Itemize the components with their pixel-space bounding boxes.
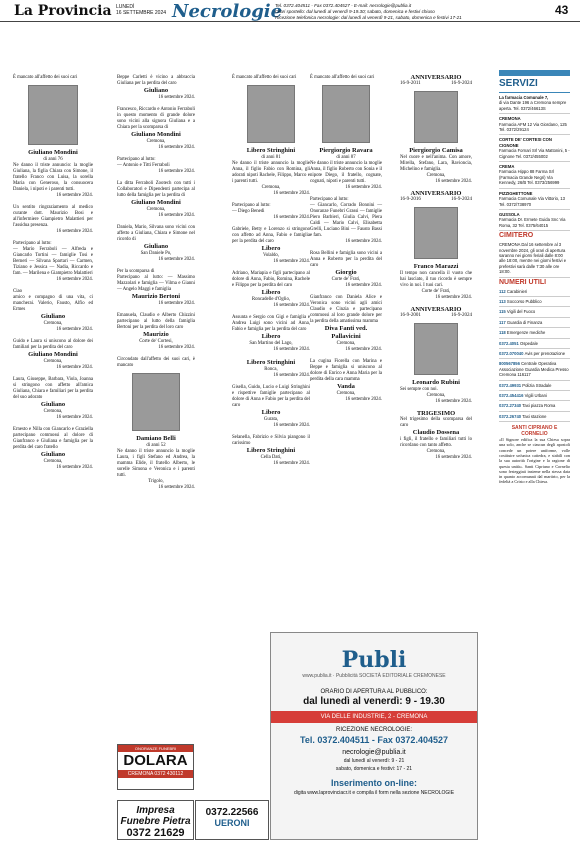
notice bbox=[232, 359, 310, 379]
column-5 bbox=[400, 75, 472, 467]
notice-place: Gurata, bbox=[263, 417, 279, 422]
notice-text: Nel cuore e nell'anima. Con amore, Mirella, Stefano, Lara, Ravioncia, Michelino e famiglia. bbox=[400, 155, 472, 172]
useful-number bbox=[499, 349, 570, 359]
notice-text: La ditta Ferraboli Zootech con tutti i Collaboratori e Dipendenti partecipa al lutto della famiglia per la perdita di bbox=[117, 181, 195, 198]
notice bbox=[310, 295, 382, 353]
pharmacy-details: Farmacia AFM 12 Via Giordano, 125 Tel. 0372/29124 bbox=[499, 121, 567, 133]
deceased-name: Libero Stringhini bbox=[246, 147, 296, 154]
ad-ueroni bbox=[195, 800, 269, 840]
notice-text: — Antonio e Titti Ferraboli bbox=[117, 163, 170, 168]
phone-service: Avis per prenotazione bbox=[524, 351, 566, 356]
section-title: Necrologie bbox=[172, 1, 283, 22]
masthead: La Provincia bbox=[14, 3, 112, 19]
notice-date: 16 settembre 2024. bbox=[56, 277, 93, 282]
notice-date: 16 settembre 2024. bbox=[273, 191, 310, 196]
notice-place: Cremona, bbox=[43, 321, 63, 326]
notice-place: Volaldo, bbox=[262, 253, 280, 258]
publi-address: VIA DELLE INDUSTRIE, 2 - CREMONA bbox=[271, 711, 477, 723]
notice bbox=[13, 205, 93, 235]
notice bbox=[232, 75, 310, 197]
notice bbox=[310, 251, 382, 289]
notice-intro: Partecipano al lutto: bbox=[310, 197, 349, 202]
notice-date: 16 settembre 2024. bbox=[158, 169, 195, 174]
notice-date: 16 settembre 2024. bbox=[273, 303, 310, 308]
notice-text: Sei sempre con noi. bbox=[400, 387, 438, 392]
notice-intro: È mancato all'affetto dei suoi cari bbox=[13, 75, 78, 80]
notice-place: Cremona, bbox=[146, 139, 166, 144]
notice bbox=[400, 307, 472, 405]
column-3 bbox=[232, 75, 310, 473]
notice-date: 16 settembre 2024. bbox=[158, 257, 195, 262]
ad-ueroni-name: UERONI bbox=[214, 818, 250, 828]
notice-date: 16 settembre 2024. bbox=[56, 193, 93, 198]
notice-text: Nel trigesimo della scomparsa del caro bbox=[400, 417, 472, 428]
notice bbox=[310, 75, 382, 191]
notice-text: Laura, Giuseppe, Barbara, Viola, Joanna si stringono con affetto all'amica Giuliana, Chiara e familiari per la perdita del suo adorato bbox=[13, 377, 93, 400]
ad-pietra-name: Impresa Funebre Pietra bbox=[120, 805, 191, 827]
deceased-name: Libero bbox=[261, 245, 281, 252]
date-from: 16-9-2001 bbox=[400, 313, 421, 318]
saints-box bbox=[499, 426, 570, 484]
desk-label: RICEZIONE NECROLOGIE: bbox=[335, 727, 412, 733]
notice-date: 16 settembre 2024. bbox=[158, 213, 195, 218]
ad-dolara-phone: CREMONA 0372 430112 bbox=[118, 770, 193, 778]
notice bbox=[13, 75, 93, 199]
notice-text: amico e compagno di una vita, ci mancherai. Valerio, Fausto, Alfio ed Ermes bbox=[13, 295, 93, 312]
pharmacy-entry bbox=[499, 162, 570, 189]
deceased-age: di anni 81 bbox=[261, 155, 281, 160]
deceased-name: Damiano Belli bbox=[136, 435, 176, 442]
deceased-name: Giuliano Mondini bbox=[131, 131, 181, 138]
notice-text: Rosa Bellini e famiglia sono vicini a Anna e Roberto per la perdita del caro bbox=[310, 251, 382, 268]
notice-date: 16 settembre 2024. bbox=[345, 397, 382, 402]
column-2 bbox=[117, 75, 195, 497]
deceased-name: Claudio Dossena bbox=[412, 429, 460, 436]
pharmacy-location: CORTE DE' CORTESI CON CIGNONE bbox=[499, 137, 552, 148]
notice bbox=[232, 227, 310, 265]
anniversary-dates bbox=[400, 313, 472, 319]
deceased-name: Piergiorgio Camisa bbox=[409, 147, 463, 154]
phone-service: Soccorso Pubblico bbox=[506, 298, 542, 304]
phone-number: 0372.454416 bbox=[499, 393, 525, 399]
notice-intro: È mancato all'affetto dei suoi cari bbox=[232, 75, 297, 80]
phone-service: Carabinieri bbox=[506, 288, 528, 294]
deceased-name: Giuliano bbox=[40, 401, 66, 408]
deceased-name: Giorgio bbox=[335, 269, 357, 276]
notice-place: Cella Dati, bbox=[260, 455, 282, 460]
notice-text: Un sentito ringraziamento al medico curante dott. Maurizio Bosi e all'infermiere Giampietro Malattieri per l'assidua presenza. bbox=[13, 205, 93, 228]
deceased-age: di anni 52 bbox=[146, 443, 166, 448]
notice-text: Assunta e Sergio con Gigi e famiglia e Andrea Luigi sono vicini ad Anna, Fabio e famiglia per la perdita del caro bbox=[232, 315, 310, 332]
anniversary-title: ANNIVERSARIO bbox=[410, 74, 462, 81]
notice-text: Guido e Laura si uniscono al dolore dei familiari per la perdita del caro bbox=[13, 339, 93, 350]
deceased-name: Piergiorgio Ravara bbox=[319, 147, 373, 154]
pharmacy-entry bbox=[499, 93, 570, 114]
pharmacy-details: Farmacia Comunale Via Vittorio, 13 Tel. 0372/738970 bbox=[499, 196, 565, 207]
pharmacy-entry bbox=[499, 210, 570, 231]
services-box bbox=[499, 70, 570, 485]
notice bbox=[400, 75, 472, 185]
notice bbox=[310, 359, 382, 403]
publi-logo-sub: www.publia.it · Pubblicità SOCIETÀ EDITORIALE CREMONESE bbox=[302, 673, 446, 679]
notice-intro: Partecipano al lutto: bbox=[117, 157, 156, 162]
notice bbox=[117, 269, 195, 307]
notice-date: 16 settembre 2024. bbox=[435, 295, 472, 300]
phone-number: 0372.27340 bbox=[499, 403, 523, 409]
notice-text: — Giancarlo, Corrado Bonnini — Onoranze Funebri Grassi — famiglie Piero Barbieri, Giulia Calvi, Piera Caldi — Mario Calvi, Elisabetta Grelli, Luciano Bini — Fausto Bassi e fam. bbox=[310, 203, 382, 238]
deceased-age: di anni 76 bbox=[43, 157, 63, 162]
notice bbox=[310, 197, 382, 245]
deceased-name: Giuliano bbox=[40, 451, 66, 458]
phone-number: 115 bbox=[499, 309, 507, 315]
notice-date: 16 settembre 2024. bbox=[56, 327, 93, 332]
notice-place: Trigolo, bbox=[148, 479, 164, 484]
deceased-name: Giuliano bbox=[143, 87, 169, 94]
pharmacy-details: Farmacia Fornari Srl Via Mattonini, 5 - Cignone Tel. 0372/455002 bbox=[499, 148, 570, 159]
publi-logo: Publi bbox=[341, 647, 407, 673]
opening-label: ORARIO DI APERTURA AL PUBBLICO: bbox=[320, 689, 428, 695]
phone-service: Vigili del Fuoco bbox=[506, 309, 536, 315]
anniversary-dates bbox=[400, 197, 472, 203]
phone-service: Centrale Operativa Associazione Guardia Medica Presso Cremona 116117 bbox=[499, 361, 569, 378]
deceased-name: Libero bbox=[261, 409, 281, 416]
anniversary-title: TRIGESIMO bbox=[416, 410, 456, 417]
notice-text: Il tempo non cancella il vuoto che hai lasciato, il tuo ricordo è sempre vivo in noi. I tuoi cari. bbox=[400, 271, 472, 288]
notice-text: Beppe Carletti è vicino a abbraccia Giuliana per la perdita del caro bbox=[117, 75, 195, 86]
notice-text: Daniela, Mario, Silvana sono vicini con affetto a Giuliana, Chiara e Simone nel ricordo di bbox=[117, 225, 195, 242]
publi-email[interactable]: necrologie@publia.it bbox=[342, 749, 406, 756]
anniversary-title: ANNIVERSARIO bbox=[410, 306, 462, 313]
phone-number: 0372.070040 bbox=[499, 351, 525, 356]
date-to: 16-9-2024 bbox=[451, 197, 472, 202]
notice-date: 16 settembre 2024. bbox=[273, 423, 310, 428]
useful-number bbox=[499, 401, 570, 411]
deceased-photo bbox=[132, 373, 180, 431]
notice-place: Corte de' Frati, bbox=[421, 289, 451, 294]
notice-text: — Mario Ferraboli — Alfreda e Giancarlo Tortini — famiglie Tosi e Bernerì — Silvana Spartari — Carmen, Tiziano e Jessica — Nadia, Riccardo e fam. — Marilena e Giampietro Malattieri bbox=[13, 247, 93, 276]
notice-place: Cremona, bbox=[426, 393, 446, 398]
ad-dolara-name: DOLARA bbox=[123, 752, 188, 769]
ad-pietra bbox=[117, 800, 194, 840]
deceased-age: di anni 87 bbox=[336, 155, 356, 160]
notice-date: 16 settembre 2024. bbox=[56, 415, 93, 420]
date-to: 16-9-2024 bbox=[451, 81, 472, 86]
deceased-name: Giuliano bbox=[143, 243, 169, 250]
saints-text: «Il Signore edifica la sua Chiesa sopra una solo, anche se ciascun degli apostoli concede un potere uniforme, volle costituire un'unica cattedra, e stabilì con la sua autorità l'origine e la ragione di questa unità». Santi Cipriano e Cornelio sono festeggiati insieme nella stessa data in quanto accomunati dal martirio, per la fedeltà a Cristo e alla Chiesa. bbox=[499, 437, 570, 485]
publi-hours-2: sabato, domenica e festivi: 17 - 21 bbox=[335, 766, 413, 772]
notice bbox=[232, 203, 310, 221]
notice bbox=[117, 157, 195, 175]
contact-line: Tel. 0372.404511 - Fax 0372.404527 - E-mail: necrologie@publia.it bbox=[275, 3, 412, 8]
notice-place: Cremona, bbox=[43, 359, 63, 364]
hours-line: Orari sportello: dal lunedì al venerdì 9-19.30; sabato, domenica e festivi chiuso bbox=[275, 8, 435, 14]
notice bbox=[13, 289, 93, 333]
deceased-name: Maurizio Bertoni bbox=[131, 293, 181, 300]
notice-text: Ne danno il triste annuncio la moglie Anna, il figlio Roberto con Sonia e il nipote Diego, il fratello, cognate, cognati, nipoti e parenti tutti. bbox=[310, 161, 382, 184]
notice-intro: È mancato all'affetto dei suoi cari bbox=[310, 75, 375, 80]
notice bbox=[232, 385, 310, 429]
deceased-photo bbox=[414, 323, 458, 375]
anniversary-dates bbox=[400, 81, 472, 87]
notice-date: 16 settembre 2024. bbox=[435, 455, 472, 460]
notice-text: Ne danno il triste annuncio: la moglie Giuliana, la figlia Chiara con Simone, il fratello Franco con Luisa, la sorella Maria con Generoso, la consuocera Daniela, i nipoti e i parenti tutti. bbox=[13, 163, 93, 192]
phone-service: Ospedale bbox=[519, 340, 538, 346]
opening-hours: dal lunedì al venerdì: 9 - 19.30 bbox=[303, 696, 445, 707]
notice-intro: Ciao bbox=[13, 289, 23, 294]
notice bbox=[13, 377, 93, 421]
notice-text: Selanella, Fabrizio e Silvia piangono il carissimo bbox=[232, 435, 310, 446]
phone-number: 118 bbox=[499, 330, 507, 336]
notice-text: Partecipano al lutto: — Massimo Mazzolari e famiglia — Vilma e Gianni — Angelo Maggi e famiglia bbox=[117, 275, 195, 292]
deceased-photo bbox=[28, 85, 78, 145]
notice-place: Corte de' Frati, bbox=[331, 277, 361, 282]
notice bbox=[400, 191, 472, 301]
notice-text: Adriano, Mariapia e figli partecipano al dolore di Anna, Fabio, Romina, Rachele e Filippo per la perdita del caro bbox=[232, 271, 310, 288]
pharmacy-location: GUSSOLA bbox=[499, 211, 520, 217]
deceased-name: Libero bbox=[261, 333, 281, 340]
notice-place: Cremona, bbox=[261, 185, 281, 190]
notice-intro: Partecipano al lutto: bbox=[232, 203, 271, 208]
pharmacy-entry bbox=[499, 189, 570, 210]
notice-date: 16 settembre 2024. bbox=[273, 259, 310, 264]
notice-place: Cremona, bbox=[43, 409, 63, 414]
saints-title: SANTI CIPRIANO E CORNELIO bbox=[511, 425, 558, 437]
notice-place: Cremona, bbox=[336, 391, 356, 396]
useful-numbers-title: NUMERI UTILI bbox=[499, 278, 547, 286]
notice bbox=[13, 241, 93, 283]
notice-text: Gabriele, Betty e Lorenzo si stringono con affetto ad Anna, Fabio e famiglia per la perdita del caro bbox=[232, 227, 310, 244]
header-info bbox=[275, 3, 462, 20]
notice-date: 16 settembre 2024. bbox=[56, 229, 93, 234]
useful-number bbox=[499, 391, 570, 401]
phone-number: 0372.49931 bbox=[499, 382, 523, 388]
notice-intro: Per la scomparsa di bbox=[117, 269, 155, 274]
notice bbox=[232, 271, 310, 309]
pharmacy-location: CREMA bbox=[499, 164, 515, 170]
notice bbox=[117, 75, 195, 101]
notice-date: 16 settembre 2024. bbox=[158, 95, 195, 100]
notice bbox=[400, 411, 472, 461]
phone-service: Emergenze mediche bbox=[506, 330, 546, 336]
deceased-name: Vanda bbox=[337, 383, 355, 390]
notice-text: Ne danno il triste annuncio la moglie Laura, i figli Stefano ed Andrea, la mamma Elide, il fratello Alberto, le sorelle Simona e Veronica e i parenti tutti. bbox=[117, 449, 195, 478]
publi-hours-1: dal lunedì al venerdì: 9 - 21 bbox=[343, 758, 405, 764]
notice bbox=[232, 315, 310, 353]
notice-intro: Partecipano al lutto: bbox=[13, 241, 52, 246]
deceased-name: Diva Fanti ved. Pallavicini bbox=[324, 325, 368, 340]
useful-number bbox=[499, 287, 570, 297]
page-number: 43 bbox=[555, 3, 569, 17]
notice-date: 16 settembre 2024. bbox=[273, 373, 310, 378]
notice-date: 16 settembre 2024. bbox=[273, 347, 310, 352]
notice-place: Cremona, bbox=[426, 173, 446, 178]
date-to: 16-9-2024 bbox=[451, 313, 472, 318]
notice-place: San Daniele Po, bbox=[140, 251, 172, 256]
publi-box bbox=[270, 632, 478, 840]
deceased-name: Maurizio bbox=[143, 331, 169, 338]
notice-date: 16 settembre 2024. bbox=[158, 145, 195, 150]
date-from: 16-9-2011 bbox=[400, 81, 421, 86]
notice-text: i figli, il fratello e familiari tutti lo ricordano con tanto affetto. bbox=[400, 437, 472, 448]
notice-date: 16 settembre 2024. bbox=[435, 179, 472, 184]
anniversary-title: ANNIVERSARIO bbox=[410, 190, 462, 197]
notice-date: 16 settembre 2024. bbox=[345, 185, 382, 190]
notice-date: 16 settembre 2024. bbox=[158, 345, 195, 350]
deceased-name: Giuliano bbox=[40, 313, 66, 320]
notice bbox=[117, 107, 195, 151]
pharmacy-location: PIZZIGHETTONE bbox=[499, 190, 533, 196]
notice bbox=[117, 357, 195, 491]
pharmacy-details: Farmacia Dr. Ermete Guida Snc Via Roma, 32 Tel. 0375/64015 bbox=[499, 217, 566, 228]
online-text: digita www.laprovinciacr.it e compila il form nella sezione NECROLOGIE bbox=[293, 790, 455, 796]
useful-number bbox=[499, 412, 570, 422]
notice-text: Francesco, Riccardo e Antonio Ferraboli in questo momento di grande dolore sono vicini alla signora Giuliana e a Chiara per la scomparsa di bbox=[117, 107, 195, 130]
phone-number: 117 bbox=[499, 319, 507, 325]
deceased-name: Giuliano Mondini bbox=[28, 351, 78, 358]
notice bbox=[117, 313, 195, 351]
notice-place: Corte de' Cortesi, bbox=[139, 339, 173, 344]
notice-place: Cremona, bbox=[43, 459, 63, 464]
dateline bbox=[116, 4, 166, 16]
deceased-photo bbox=[414, 207, 458, 259]
phone-service: Polizia Stradale bbox=[522, 382, 552, 388]
notice-date: 16 settembre 2024. bbox=[345, 283, 382, 288]
notice-text: Gianfranco con Daniela Alice e Veronica sono vicini agli amici Claudio e Cinzia e partecipano commossi al loro grande dolore per la perdita della amatissima mamma bbox=[310, 295, 382, 324]
notice bbox=[117, 225, 195, 263]
notice bbox=[13, 339, 93, 371]
pharmacy-details: di via Dante 196 a Cremona sempre aperta. Tel. 0372/46613S bbox=[499, 100, 567, 111]
pharmacy-location: La farmacia Comunale 7, bbox=[499, 95, 549, 100]
useful-number bbox=[499, 359, 570, 380]
notice-place: Cremona, bbox=[146, 207, 166, 212]
phone-service: Guardia di Finanza bbox=[506, 319, 543, 325]
notice-text: La cugina Fiorella con Marina e Beppe e famiglia si uniscono al dolore di Enrico e Anna Maria per la perdita della cara mamma bbox=[310, 359, 382, 382]
notice bbox=[232, 435, 310, 467]
useful-number bbox=[499, 339, 570, 349]
notice-text: — Diego Benedi bbox=[232, 209, 265, 214]
useful-number bbox=[499, 328, 570, 338]
notice-place: Cremona, bbox=[336, 341, 356, 346]
notice-place: San Martino del Lago, bbox=[249, 341, 293, 346]
deceased-name: Libero Stringhini bbox=[246, 359, 296, 366]
notice bbox=[117, 181, 195, 219]
useful-number bbox=[499, 297, 570, 307]
deceased-name: Giuliano Mondini bbox=[131, 199, 181, 206]
pharmacy-entry bbox=[499, 135, 570, 162]
deceased-name: Leonardo Rubini bbox=[412, 379, 460, 386]
ad-ueroni-phone: 0372.22566 bbox=[205, 807, 259, 818]
deceased-photo bbox=[322, 85, 370, 143]
notice-place: Roncadelle d'Oglio, bbox=[251, 297, 291, 302]
pharmacy-details: Farmacia Hippo 88 Farma Srl (Farmacia Grande Negri) Via Kennedy, 26/B Tel. 0373/256999 bbox=[499, 169, 560, 186]
useful-numbers-list bbox=[499, 287, 570, 423]
notice-date: 16 settembre 2024. bbox=[273, 215, 310, 220]
ad-dolara-top: ONORANZE FUNEBRI bbox=[118, 745, 193, 752]
notice-text: Gisella, Guido, Lucio e Luigi Stringhini e rispettive famiglie partecipano al dolore di Anna e Fabio per la perdita del caro bbox=[232, 385, 310, 408]
date-from: 16-9-2016 bbox=[400, 197, 421, 202]
day: LUNEDÌ bbox=[116, 4, 135, 10]
column-1 bbox=[13, 75, 93, 477]
deceased-name: Giuliano Mondini bbox=[28, 149, 78, 156]
phone-service: Vigili Urbani bbox=[524, 393, 547, 399]
notice-date: 16 settembre 2024. bbox=[345, 347, 382, 352]
pharmacy-list bbox=[499, 93, 570, 231]
page-header bbox=[0, 0, 580, 22]
date: 16 SETTEMBRE 2024 bbox=[116, 10, 167, 16]
services-title: SERVIZI bbox=[499, 76, 570, 93]
deceased-name: Libero Stringhini bbox=[246, 447, 296, 454]
deceased-photo bbox=[414, 91, 458, 143]
notice-text: Emanuela, Claudio e Alberto Chizzini partecipano al lutto della famiglia Bertoni per la perdita del loro caro bbox=[117, 313, 195, 330]
cemetery-title: CIMITERO bbox=[499, 232, 534, 240]
notice-date: 16 settembre 2024. bbox=[345, 239, 382, 244]
ad-dolara bbox=[117, 744, 194, 790]
deceased-name: Libero bbox=[261, 289, 281, 296]
notice-date: 16 settembre 2024. bbox=[56, 365, 93, 370]
useful-number bbox=[499, 381, 570, 391]
cemetery-text: CREMONA Dal 16 settembre al 3 novembre 2024, gli orari di apertura saranno nei giorni feriali dalle 8:00 alle 18:00, mentre nei giorni festivi e prefestivi sarà dalle 7:30 alle ore 18:00. bbox=[499, 240, 570, 277]
deceased-name: Franco Marazzi bbox=[413, 263, 459, 270]
notice-date: 16 settembre 2024. bbox=[435, 399, 472, 404]
pharmacy-entry bbox=[499, 114, 570, 135]
notice-date: 16 settembre 2024. bbox=[158, 485, 195, 490]
notice-date: 16 settembre 2024. bbox=[56, 465, 93, 470]
deceased-photo bbox=[247, 85, 295, 143]
phone-service: Taxi stazione bbox=[522, 413, 547, 419]
notice-place: Ronca, bbox=[264, 367, 278, 372]
ad-pietra-phone: 0372 21629 bbox=[126, 827, 185, 839]
useful-number bbox=[499, 307, 570, 317]
notice-text: Ernesto e Nilla con Giancarlo e Graziella partecipano commossi al dolore di Gianfranco e Giuliana e famiglia per la perdita del caro fratello bbox=[13, 427, 93, 450]
notice-text: Ne danno il triste annuncio la moglie Anna, il figlio Fabio con Romina, gli adorati nipoti Rachele, Filippo, Marco e i parenti tutti. bbox=[232, 161, 310, 184]
phone-number: 112 bbox=[499, 288, 507, 294]
publi-phones: Tel. 0372.404511 - Fax 0372.404527 bbox=[300, 735, 448, 745]
notice-date: 16 settembre 2024. bbox=[273, 461, 310, 466]
phone-service: Taxi piazza Roma bbox=[522, 403, 556, 409]
useful-number bbox=[499, 318, 570, 328]
notice bbox=[13, 427, 93, 471]
phone-hours-line: Ricezione telefonica necrologie: dal lunedì al venerdì 9-21, sabato, domenica e festivi 17-21 bbox=[275, 14, 462, 20]
phone-number: 800567856 bbox=[499, 361, 522, 367]
phone-number: 0372.26740 bbox=[499, 413, 523, 419]
notice-date: 16 settembre 2024. bbox=[158, 301, 195, 306]
phone-number: 113 bbox=[499, 298, 507, 304]
column-4 bbox=[310, 75, 382, 409]
pharmacy-location: CREMONA bbox=[499, 116, 521, 122]
online-label: Inserimento on-line: bbox=[330, 778, 417, 788]
notice-intro: Circondato dall'affetto dei suoi cari, è mancato bbox=[117, 357, 195, 368]
phone-number: 0372.4051 bbox=[499, 340, 520, 346]
notice-place: Cremona, bbox=[426, 449, 446, 454]
